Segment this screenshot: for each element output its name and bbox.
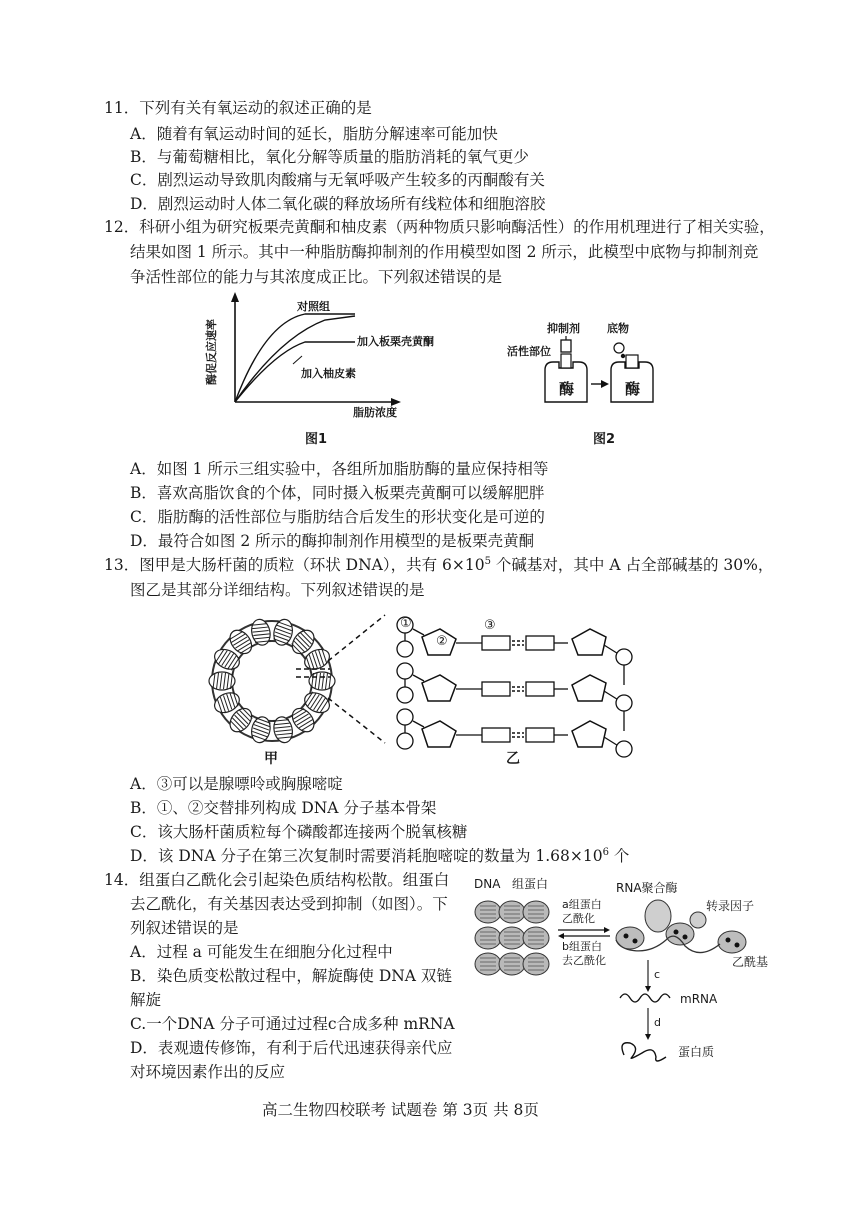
label-protein: 蛋白质: [678, 1045, 715, 1059]
q14-option-d-line2: 对环境因素作出的反应: [130, 1063, 286, 1081]
q13-option-c: C．该大肠杆菌质粒每个磷酸都连接两个脱氧核糖: [130, 823, 468, 841]
fig2-enzyme-right: 酶: [625, 380, 641, 398]
label-yi: 乙: [506, 751, 520, 767]
q13-option-b: B．①、②交替排列构成 DNA 分子基本骨架: [130, 799, 437, 817]
plasmid-ring: [209, 618, 335, 745]
label-a1: a组蛋白: [562, 898, 602, 911]
fig1-caption: 图1: [305, 432, 328, 447]
label-circled-3: ③: [484, 618, 496, 633]
q12-option-d: D．最符合如图 2 所示的酶抑制剂作用模型的是板栗壳黄酮: [130, 532, 535, 550]
q14-figure: [470, 870, 790, 1070]
fig2-label-active-site: 活性部位: [507, 345, 551, 358]
label-b1: b组蛋白: [562, 940, 602, 953]
fig2-caption: 图2: [593, 432, 616, 447]
label-dna: DNA: [474, 877, 501, 891]
label-circled-1: ①: [400, 616, 412, 631]
q12-option-c: C．脂肪酶的活性部位与脂肪结合后发生的形状变化是可逆的: [130, 508, 545, 526]
q11-option-d: D．剧烈运动时人体二氧化碳的释放场所有线粒体和细胞溶胶: [130, 195, 546, 213]
fig1-xlabel: 脂肪浓度: [353, 406, 397, 419]
helix-segment: [209, 672, 235, 690]
label-mrna: mRNA: [680, 992, 718, 1006]
q12-stem-line2: 结果如图 1 所示。其中一种脂肪酶抑制剂的作用模型如图 2 所示，此模型中底物与抑制剂竞: [130, 243, 759, 261]
q14-stem-line2: 去乙酰化，有关基因表达受到抑制（如图）。下: [130, 895, 448, 913]
mrna-strand: [620, 994, 670, 1002]
fig2-label-inhibitor: 抑制剂: [547, 322, 580, 335]
q12-stem-line1: 12．科研小组为研究板栗壳黄酮和柚皮素（两种物质只影响酶活性）的作用机理进行了相关实验，: [104, 218, 775, 236]
dna-detail: [397, 617, 632, 757]
q14-option-b-line1: B．染色质变松散过程中，解旋酶使 DNA 双链: [130, 967, 452, 985]
q13-stem-line2: 图乙是其部分详细结构。下列叙述错误的是: [130, 581, 425, 599]
q11-stem: 11．下列有关有氧运动的叙述正确的是: [104, 99, 372, 117]
label-a2: 乙酰化: [562, 912, 595, 925]
q12-option-b: B．喜欢高脂饮食的个体，同时摄入板栗壳黄酮可以缓解肥胖: [130, 484, 545, 502]
q12-stem-line3: 争活性部位的能力与其浓度成正比。下列叙述错误的是: [130, 268, 503, 286]
q13-figure: [200, 603, 640, 773]
label-circled-2: ②: [436, 634, 448, 649]
q11-option-c: C．剧烈运动导致肌肉酸痛与无氧呼吸产生较多的丙酮酸有关: [130, 171, 545, 189]
fig1-label-youpi: 加入柚皮素: [301, 367, 356, 380]
fig1-curve-control: [235, 314, 355, 402]
label-process-d: d: [654, 1016, 661, 1029]
q14-stem-line1: 14．组蛋白乙酰化会引起染色质结构松散。组蛋白: [104, 871, 450, 889]
fig2-enzyme-left: 酶: [559, 380, 575, 398]
q13-option-d: D．该 DNA 分子在第三次复制时需要消耗胞嘧啶的数量为 $1.68\times 10^6$ 个: [130, 846, 630, 865]
q13-option-a: A．③可以是腺嘌呤或胸腺嘧啶: [130, 775, 343, 793]
fig1-label-banli: 加入板栗壳黄酮: [357, 335, 434, 348]
q14-option-d-line1: D．表观遗传修饰，有利于后代迅速获得亲代应: [130, 1039, 453, 1057]
fig1-label-control: 对照组: [297, 300, 330, 313]
q12-figures: [205, 292, 665, 452]
fig1-ylabel: 酶促反应速率: [205, 319, 218, 385]
label-rna-polymerase: RNA聚合酶: [616, 881, 678, 895]
q14-option-c: C.一个DNA 分子可通过过程c合成多种 mRNA: [130, 1015, 455, 1033]
protein-shape: [622, 1043, 666, 1061]
q14-option-a: A．过程 a 可能发生在细胞分化过程中: [130, 943, 393, 961]
chromatin-condensed: [475, 901, 549, 975]
label-transcription-factor: 转录因子: [706, 899, 755, 913]
label-b2: 去乙酰化: [562, 954, 606, 967]
label-histone: 组蛋白: [512, 877, 549, 891]
fig1-graph: [205, 292, 434, 447]
q13-stem-line1: 13．图甲是大肠杆菌的质粒（环状 DNA），共有 $6\times 10^5$ 个碱基对，其中 A 占全部碱基的 30%，: [104, 555, 774, 574]
label-process-c: c: [654, 968, 661, 981]
q11-option-b: B．与葡萄糖相比，氧化分解等质量的脂肪消耗的氧气更少: [130, 148, 529, 166]
label-acetyl: 乙酰基: [732, 955, 769, 969]
fig2-model: [507, 321, 653, 447]
helix-segment: [309, 672, 335, 690]
q14-stem-line3: 列叙述错误的是: [130, 919, 239, 937]
fig1-curve-banli: [235, 316, 355, 402]
q11-option-a: A．随着有氧运动时间的延长，脂肪分解速率可能加快: [130, 125, 498, 143]
q12-option-a: A．如图 1 所示三组实验中，各组所加脂肪酶的量应保持相等: [130, 460, 549, 478]
q14-option-b-line2: 解旋: [130, 991, 162, 1009]
label-jia: 甲: [264, 751, 278, 767]
page-footer: 高二生物四校联考 试题卷 第 3页 共 8页: [262, 1101, 539, 1119]
fig2-label-substrate: 底物: [607, 322, 629, 335]
